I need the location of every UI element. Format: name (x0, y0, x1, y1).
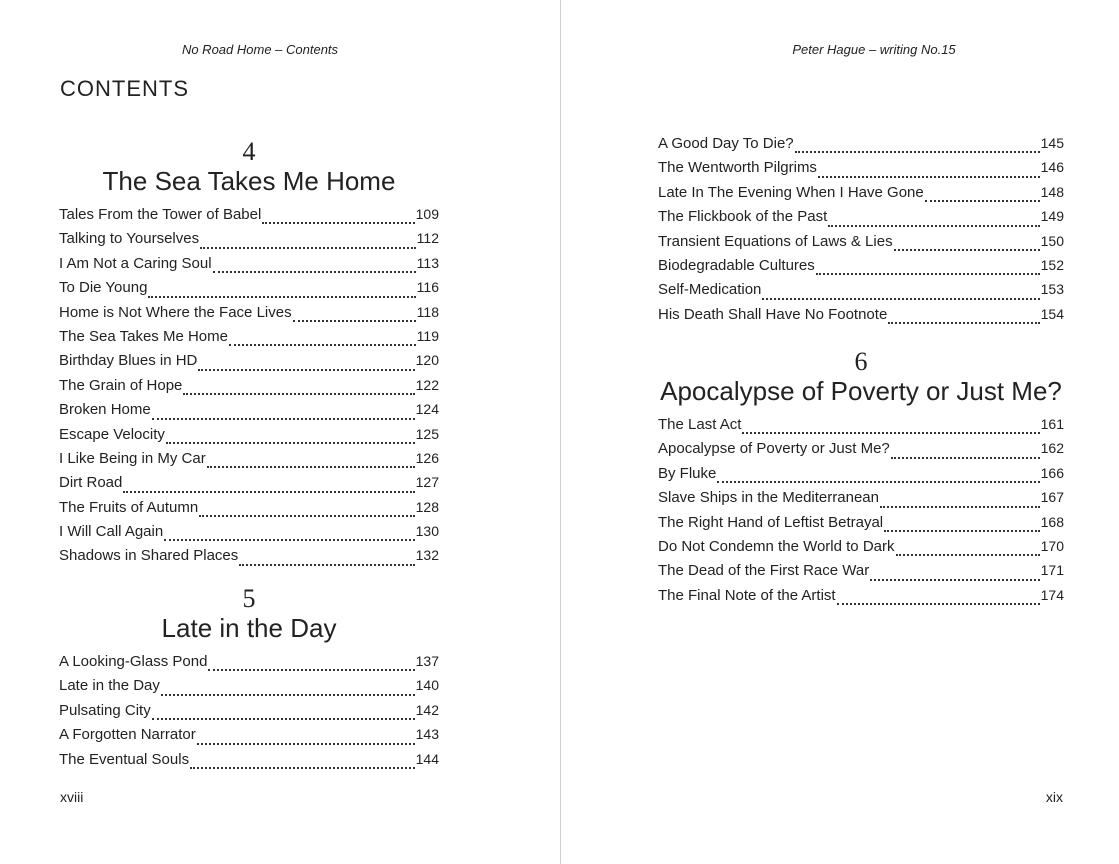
toc-entry-title: Dirt Road (59, 474, 123, 492)
toc-entry-title: Late In The Evening When I Have Gone (658, 183, 924, 201)
toc-entry-title: The Last Act (658, 416, 742, 433)
toc-entry (658, 416, 1064, 440)
toc-entry-page-number: 137 (415, 653, 439, 669)
toc-entry-list (658, 135, 1064, 330)
toc-entry (59, 377, 439, 401)
toc-entry-page-number: 144 (415, 750, 439, 767)
toc-entry (59, 401, 439, 425)
contents-heading: CONTENTS (60, 76, 189, 101)
right-page (561, 0, 1119, 864)
toc-entry-title: The Right Hand of Leftist Betrayal (658, 513, 884, 531)
dot-leader (148, 296, 415, 298)
part-number: 5 (242, 584, 256, 613)
toc-entry-title: I Will Call Again (59, 523, 164, 541)
toc-entry-page-number: 113 (416, 254, 439, 271)
toc-entry-title: A Good Day To Die? (658, 135, 794, 152)
toc-entry-page-number: 170 (1040, 537, 1064, 554)
toc-entry-page-number: 142 (415, 701, 439, 718)
toc-entry-page-number: 166 (1040, 464, 1064, 481)
toc-entry-page-number: 153 (1040, 281, 1064, 298)
dot-leader (828, 225, 1039, 227)
toc-entry (59, 426, 439, 450)
dot-leader (207, 466, 415, 468)
toc-entry-title: The Dead of the First Race War (658, 562, 870, 580)
page-number: xix (1045, 789, 1063, 805)
dot-leader (208, 669, 414, 671)
toc-entry-title: The Wentworth Pilgrims (658, 159, 817, 177)
toc-entry-page-number: 119 (416, 327, 439, 344)
toc-entry-title: Self-Medication (658, 281, 762, 299)
toc-entry-page-number: 127 (415, 474, 439, 491)
part-5 (59, 585, 439, 775)
toc-entry (59, 206, 439, 230)
dot-leader (896, 554, 1040, 556)
toc-entry (59, 450, 439, 474)
toc-entry (658, 257, 1064, 281)
dot-leader (818, 176, 1040, 178)
toc-entry-title: Broken Home (59, 401, 151, 419)
toc-entry (59, 702, 439, 726)
part-5-continued (658, 135, 1064, 330)
part-4 (59, 138, 439, 572)
dot-leader (837, 603, 1040, 605)
toc-entry (658, 465, 1064, 489)
dot-leader (161, 694, 415, 696)
toc-entry (59, 726, 439, 750)
dot-leader (925, 200, 1040, 202)
toc-entry (59, 279, 439, 303)
page-number: xviii (60, 789, 84, 805)
dot-leader (199, 515, 414, 517)
dot-leader (197, 743, 415, 745)
toc-entry-title: A Forgotten Narrator (59, 726, 196, 744)
toc-entry-page-number: 116 (416, 279, 439, 296)
toc-entry-title: Pulsating City (59, 701, 151, 719)
toc-entry (658, 281, 1064, 305)
toc-entry-title: To Die Young (59, 279, 148, 297)
dot-leader (762, 298, 1039, 300)
toc-entry-list (59, 653, 439, 775)
part-number: 6 (854, 347, 868, 376)
dot-leader (152, 718, 415, 720)
toc-entry-title: Birthday Blues in HD (59, 352, 198, 370)
toc-entry-page-number: 118 (416, 303, 439, 320)
toc-entry-page-number: 140 (415, 677, 439, 694)
dot-leader (262, 222, 414, 224)
toc-entry-title: Shadows in Shared Places (59, 547, 239, 565)
toc-entry-title: I Am Not a Caring Soul (59, 254, 212, 272)
dot-leader (894, 249, 1040, 251)
toc-entry-page-number: 150 (1040, 232, 1064, 249)
toc-entry (658, 562, 1064, 586)
toc-entry-title: Apocalypse of Poverty or Just Me? (658, 440, 890, 458)
toc-entry-page-number: 174 (1040, 586, 1064, 603)
toc-entry-page-number: 124 (415, 401, 439, 418)
toc-entry-title: The Fruits of Autumn (59, 498, 199, 516)
toc-entry (59, 677, 439, 701)
toc-entry-page-number: 149 (1040, 208, 1064, 225)
toc-entry-page-number: 132 (415, 547, 439, 564)
toc-entry (59, 230, 439, 254)
part-title: Late in the Day (161, 613, 337, 643)
toc-entry (658, 184, 1064, 208)
toc-entry (59, 523, 439, 547)
dot-leader (888, 322, 1039, 324)
toc-entry-page-number: 126 (415, 449, 439, 466)
toc-entry-title: A Looking-Glass Pond (59, 653, 208, 670)
dot-leader (190, 767, 415, 769)
toc-entry (658, 208, 1064, 232)
toc-entry (658, 306, 1064, 330)
toc-entry (59, 499, 439, 523)
toc-entry-page-number: 161 (1040, 416, 1064, 432)
running-head: No Road Home – Contents (181, 42, 339, 57)
part-number: 4 (242, 137, 256, 166)
dot-leader (166, 442, 415, 444)
dot-leader (152, 418, 415, 420)
toc-entry-page-number: 143 (415, 726, 439, 743)
dot-leader (870, 579, 1039, 581)
toc-entry (658, 514, 1064, 538)
toc-entry-page-number: 125 (415, 425, 439, 442)
toc-entry-title: His Death Shall Have No Footnote (658, 305, 888, 323)
toc-entry-page-number: 152 (1040, 256, 1064, 273)
toc-entry-page-number: 145 (1040, 135, 1064, 151)
toc-entry-page-number: 130 (415, 523, 439, 540)
toc-entry-title: Late in the Day (59, 677, 160, 695)
toc-entry (658, 135, 1064, 159)
toc-entry-title: Talking to Yourselves (59, 230, 200, 248)
toc-entry-page-number: 122 (415, 376, 439, 393)
part-title: The Sea Takes Me Home (102, 166, 396, 196)
toc-entry (59, 352, 439, 376)
toc-entry-list (59, 206, 439, 572)
toc-entry (59, 474, 439, 498)
toc-entry-page-number: 171 (1040, 562, 1064, 579)
dot-leader (880, 506, 1040, 508)
toc-entry (59, 304, 439, 328)
dot-leader (742, 432, 1039, 434)
dot-leader (200, 247, 416, 249)
toc-entry-title: Escape Velocity (59, 425, 165, 443)
part-title: Apocalypse of Poverty or Just Me? (660, 376, 1062, 406)
toc-entry-title: Biodegradable Cultures (658, 256, 815, 274)
toc-entry-title: The Sea Takes Me Home (59, 327, 228, 345)
dot-leader (198, 369, 414, 371)
dot-leader (213, 271, 416, 273)
dot-leader (239, 564, 414, 566)
toc-entry-title: The Final Note of the Artist (658, 586, 836, 604)
dot-leader (891, 457, 1040, 459)
dot-leader (183, 393, 414, 395)
dot-leader (229, 344, 416, 346)
toc-entry (658, 233, 1064, 257)
toc-entry-page-number: 162 (1040, 440, 1064, 457)
toc-entry (658, 489, 1064, 513)
toc-entry-page-number: 168 (1040, 513, 1064, 530)
toc-entry-page-number: 148 (1040, 183, 1064, 200)
toc-entry-title: Tales From the Tower of Babel (59, 206, 262, 223)
toc-entry (59, 328, 439, 352)
toc-entry-page-number: 146 (1040, 159, 1064, 176)
dot-leader (293, 320, 416, 322)
toc-entry-page-number: 154 (1040, 305, 1064, 322)
toc-entry (658, 159, 1064, 183)
toc-entry-title: Do Not Condemn the World to Dark (658, 537, 895, 555)
toc-entry-page-number: 112 (416, 230, 439, 247)
toc-entry (59, 751, 439, 775)
toc-entry-title: By Fluke (658, 464, 717, 482)
dot-leader (884, 530, 1040, 532)
running-head: Peter Hague – writing No.15 (792, 42, 956, 57)
dot-leader (795, 151, 1040, 153)
toc-entry-page-number: 167 (1040, 489, 1064, 506)
dot-leader (123, 491, 414, 493)
dot-leader (816, 273, 1040, 275)
toc-entry (59, 653, 439, 677)
toc-entry-title: Transient Equations of Laws & Lies (658, 232, 893, 250)
toc-entry-list (658, 416, 1064, 611)
toc-entry (59, 547, 439, 571)
toc-entry-title: Slave Ships in the Mediterranean (658, 489, 879, 507)
toc-entry-title: The Grain of Hope (59, 376, 183, 394)
toc-entry (658, 538, 1064, 562)
toc-entry-page-number: 128 (415, 498, 439, 515)
toc-entry (658, 587, 1064, 611)
toc-entry-title: Home is Not Where the Face Lives (59, 303, 292, 321)
toc-entry-title: The Eventual Souls (59, 750, 190, 768)
toc-entry-page-number: 120 (415, 352, 439, 369)
toc-entry (59, 255, 439, 279)
dot-leader (717, 481, 1039, 483)
toc-entry-title: The Flickbook of the Past (658, 208, 828, 226)
toc-entry-page-number: 109 (415, 206, 439, 222)
toc-entry (658, 440, 1064, 464)
dot-leader (164, 539, 414, 541)
part-6 (658, 348, 1064, 611)
toc-entry-title: I Like Being in My Car (59, 449, 206, 467)
